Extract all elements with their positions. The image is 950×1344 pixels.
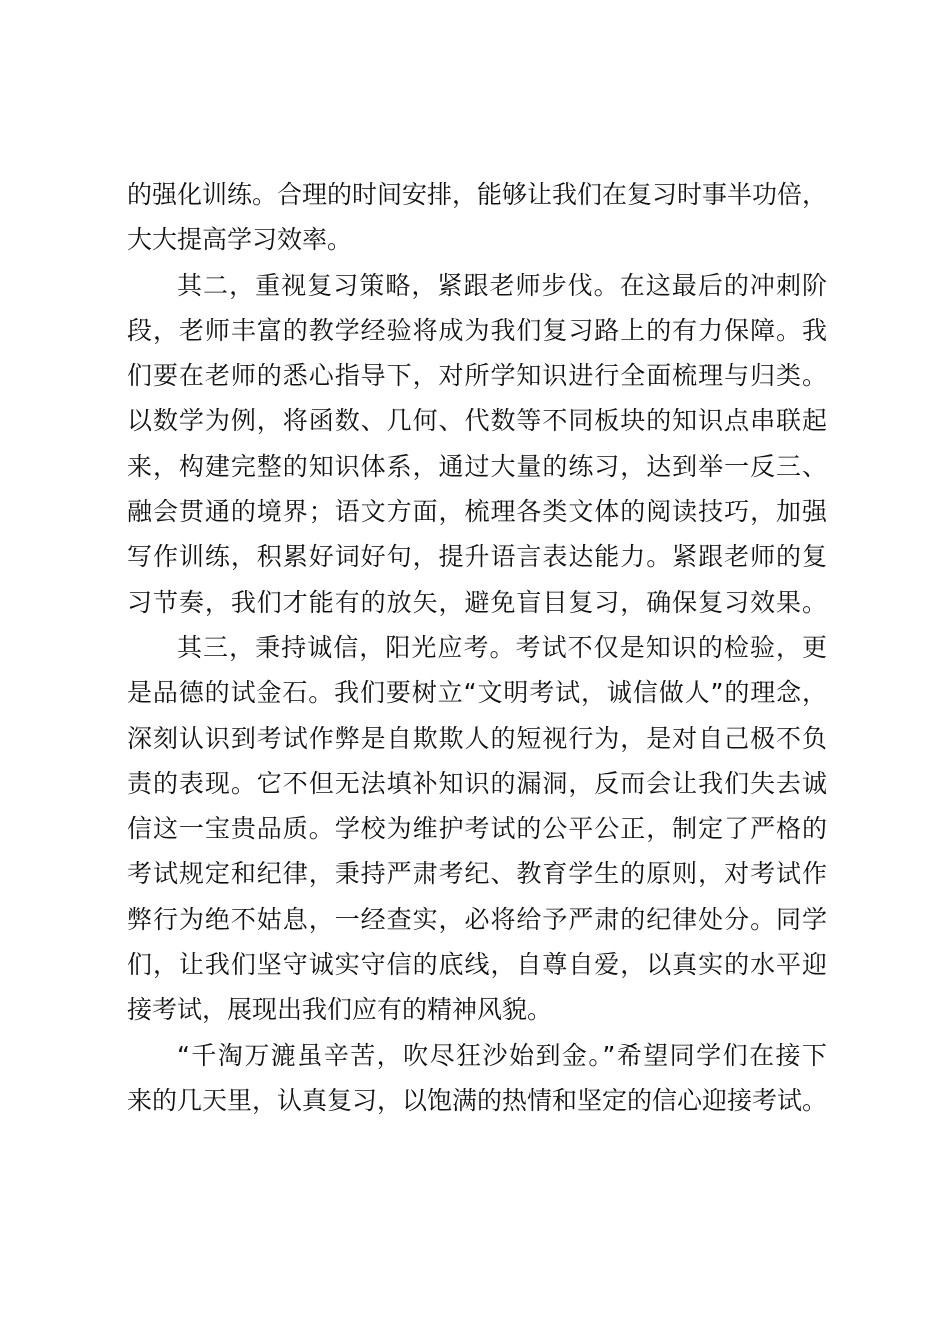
text-line: 们要在老师的悉心指导下，对所学知识进行全面梳理与归类。: [127, 361, 827, 391]
document-body: [127, 172, 827, 1123]
text-line: 考试规定和纪律，秉持严肃考纪、教育学生的原则，对考试作: [127, 859, 827, 889]
text-line: 深刻认识到考试作弊是自欺欺人的短视行为，是对自己极不负: [127, 723, 827, 753]
paragraph-2: [127, 263, 827, 625]
text-line: 其三，秉持诚信，阳光应考。考试不仅是知识的检验，更: [177, 632, 827, 662]
text-line: 来的几天里，认真复习，以饱满的热情和坚定的信心迎接考试。: [127, 1085, 828, 1115]
text-line: 的强化训练。合理的时间安排，能够让我们在复习时事半功倍，: [127, 180, 828, 209]
text-line: 习节奏，我们才能有的放矢，避免盲目复习，确保复习效果。: [127, 587, 827, 617]
text-line: “千淘万漉虽辛苦，吹尽狂沙始到金。”希望同学们在接下: [177, 1040, 827, 1070]
text-line: 责的表现。它不但无法填补知识的漏洞，反而会让我们失去诚: [127, 768, 827, 798]
text-line: 融会贯通的境界；语文方面，梳理各类文体的阅读技巧，加强: [127, 497, 827, 527]
text-line: 来，构建完整的知识体系，通过大量的练习，达到举一反三、: [127, 451, 827, 481]
text-line: 是品德的试金石。我们要树立“文明考试，诚信做人”的理念，: [127, 678, 827, 708]
text-line: 段，老师丰富的教学经验将成为我们复习路上的有力保障。我: [127, 315, 827, 345]
text-line: 接考试，展现出我们应有的精神风貌。: [127, 995, 553, 1025]
text-line: 弊行为绝不姑息，一经查实，必将给予严肃的纪律处分。同学: [127, 904, 827, 934]
text-line: 大大提高学习效率。: [127, 225, 353, 255]
text-line: 其二，重视复习策略，紧跟老师步伐。在这最后的冲刺阶: [177, 270, 827, 300]
text-line: 写作训练，积累好词好句，提升语言表达能力。紧跟老师的复: [127, 542, 827, 572]
paragraph-3: [127, 625, 827, 1033]
text-line: 们，让我们坚守诚实守信的底线，自尊自爱，以真实的水平迎: [127, 950, 827, 980]
paragraph-4: [127, 1033, 827, 1124]
text-line: 信这一宝贵品质。学校为维护考试的公平公正，制定了严格的: [127, 814, 827, 844]
text-line: 以数学为例，将函数、几何、代数等不同板块的知识点串联起: [127, 406, 827, 436]
paragraph-1: [127, 172, 827, 263]
